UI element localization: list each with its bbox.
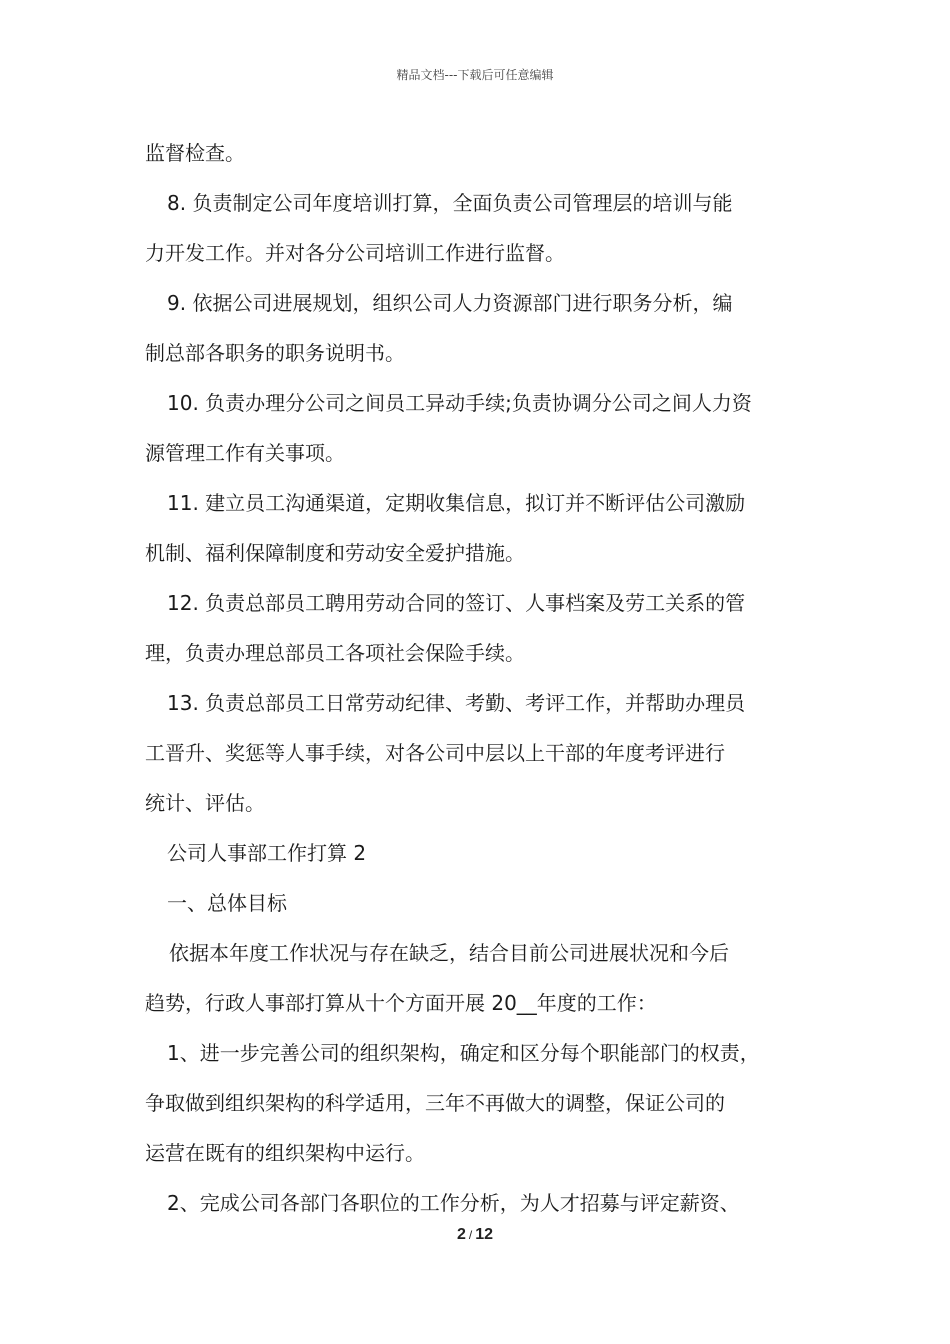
page-number xyxy=(0,1226,950,1244)
text-line: 力开发工作。并对各分公司培训工作进行监督。 xyxy=(145,241,565,265)
page-header: 精品文档---下载后可任意编辑 xyxy=(396,68,554,82)
document-body xyxy=(145,128,815,1228)
text-line: 9. 依据公司进展规划，组织公司人力资源部门进行职务分析，编 xyxy=(167,291,733,315)
text-line: 制总部各职务的职务说明书。 xyxy=(145,341,405,365)
section-title: 公司人事部工作打算 2 xyxy=(167,841,367,865)
text-line: 工晋升、奖惩等人事手续，对各公司中层以上干部的年度考评进行 xyxy=(145,741,725,765)
text-line: 8. 负责制定公司年度培训打算，全面负责公司管理层的培训与能 xyxy=(167,191,733,215)
total-pages: 12 xyxy=(475,1226,494,1243)
text-line: 源管理工作有关事项。 xyxy=(145,441,345,465)
text-line: 1、进一步完善公司的组织架构，确定和区分每个职能部门的权责， xyxy=(167,1041,760,1065)
text-line: 机制、福利保障制度和劳动安全爱护措施。 xyxy=(145,541,525,565)
text-line: 理，负责办理总部员工各项社会保险手续。 xyxy=(145,641,525,665)
text-line: 趋势，行政人事部打算从十个方面开展 20__年度的工作： xyxy=(145,991,657,1015)
page-separator: / xyxy=(468,1228,473,1242)
current-page: 2 xyxy=(456,1226,466,1243)
text-line: 11. 建立员工沟通渠道，定期收集信息，拟订并不断评估公司激励 xyxy=(167,491,746,515)
text-line: 运营在既有的组织架构中运行。 xyxy=(145,1141,425,1165)
text-line: 争取做到组织架构的科学适用，三年不再做大的调整，保证公司的 xyxy=(145,1091,725,1115)
text-line: 统计、评估。 xyxy=(145,791,265,815)
text-line: 13. 负责总部员工日常劳动纪律、考勤、考评工作，并帮助办理员 xyxy=(167,691,746,715)
section-heading: 一、总体目标 xyxy=(167,891,287,915)
text-line: 10. 负责办理分公司之间员工异动手续;负责协调分公司之间人力资 xyxy=(167,391,752,415)
text-line: 2、完成公司各部门各职位的工作分析，为人才招募与评定薪资、 xyxy=(167,1191,740,1215)
text-line: 监督检查。 xyxy=(145,141,245,165)
text-line: 12. 负责总部员工聘用劳动合同的签订、人事档案及劳工关系的管 xyxy=(167,591,746,615)
text-line: 依据本年度工作状况与存在缺乏，结合目前公司进展状况和今后 xyxy=(169,941,729,965)
